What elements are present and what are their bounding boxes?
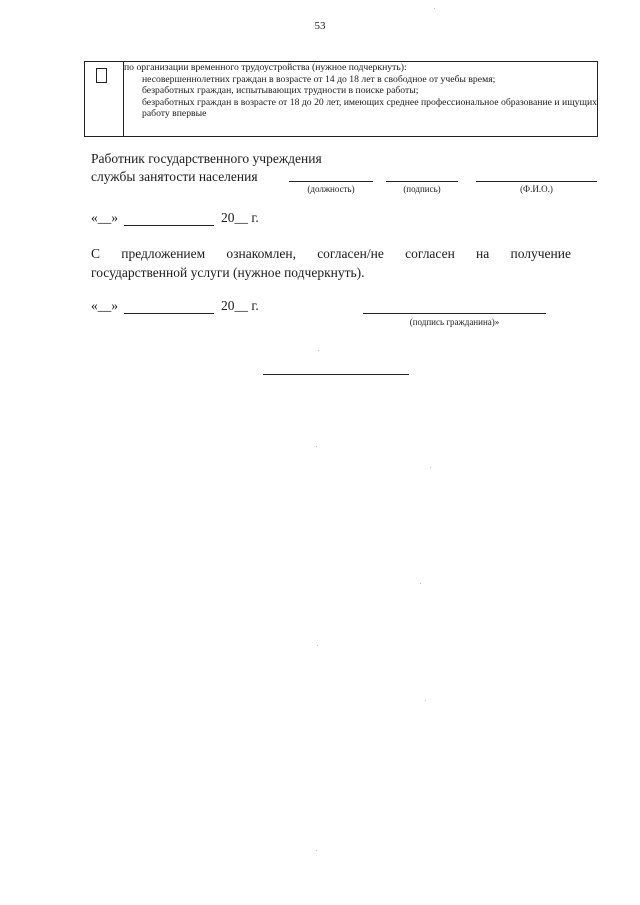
date-day-2: «__»: [91, 298, 118, 313]
full-name-line[interactable]: [476, 181, 597, 182]
scan-speck: [434, 8, 435, 9]
option-table: [84, 61, 598, 137]
option-item: безработных граждан, испытывающих трудности в поиске работы;: [142, 85, 419, 96]
scan-speck: [316, 446, 317, 447]
scan-speck: [420, 583, 421, 584]
date-month-line-1[interactable]: [124, 225, 214, 226]
position-caption: (должность): [307, 184, 355, 194]
citizen-signature-line[interactable]: [363, 313, 546, 314]
worker-title-line2: службы занятости населения: [91, 169, 258, 184]
worker-title-line1: Работник государственного учреждения: [91, 151, 322, 166]
worker-block: [91, 150, 322, 186]
option-item: несовершеннолетних граждан в возрасте от 14 до 18 лет в свободное от учебы время;: [142, 73, 496, 85]
option-checkbox[interactable]: [96, 68, 107, 83]
option-heading: по организации временного трудоустройства (нужное подчеркнуть):: [124, 62, 407, 73]
scan-speck: [425, 700, 426, 701]
citizen-signature-caption: (подпись гражданина)»: [409, 317, 500, 327]
scan-speck: [317, 645, 318, 646]
scan-speck: [318, 350, 319, 351]
date-month-line-2[interactable]: [124, 313, 214, 314]
checkbox-cell: [85, 62, 124, 137]
option-item: безработных граждан в возрасте от 18 до 20 лет, имеющих среднее профессиональное образование и ищущих работу впервые: [142, 96, 597, 119]
agreement-text: [91, 244, 571, 282]
end-divider: [263, 374, 409, 375]
scan-speck: [430, 467, 431, 468]
signature-caption: (подпись): [403, 184, 441, 194]
date-year-2: 20__ г.: [221, 298, 259, 313]
date-year-1: 20__ г.: [221, 210, 259, 225]
date-day-1: «__»: [91, 210, 118, 225]
position-line[interactable]: [289, 181, 373, 182]
page-number: 53: [314, 20, 326, 32]
full-name-caption: (Ф.И.О.): [520, 184, 553, 194]
signature-line[interactable]: [386, 181, 458, 182]
option-text-cell: [124, 62, 598, 137]
agreement-line-2: государственной услуги (нужное подчеркнуть).: [91, 265, 365, 280]
agreement-line-1: С предложением ознакомлен, согласен/не согласен на получение: [91, 246, 571, 261]
scan-speck: [316, 850, 317, 851]
